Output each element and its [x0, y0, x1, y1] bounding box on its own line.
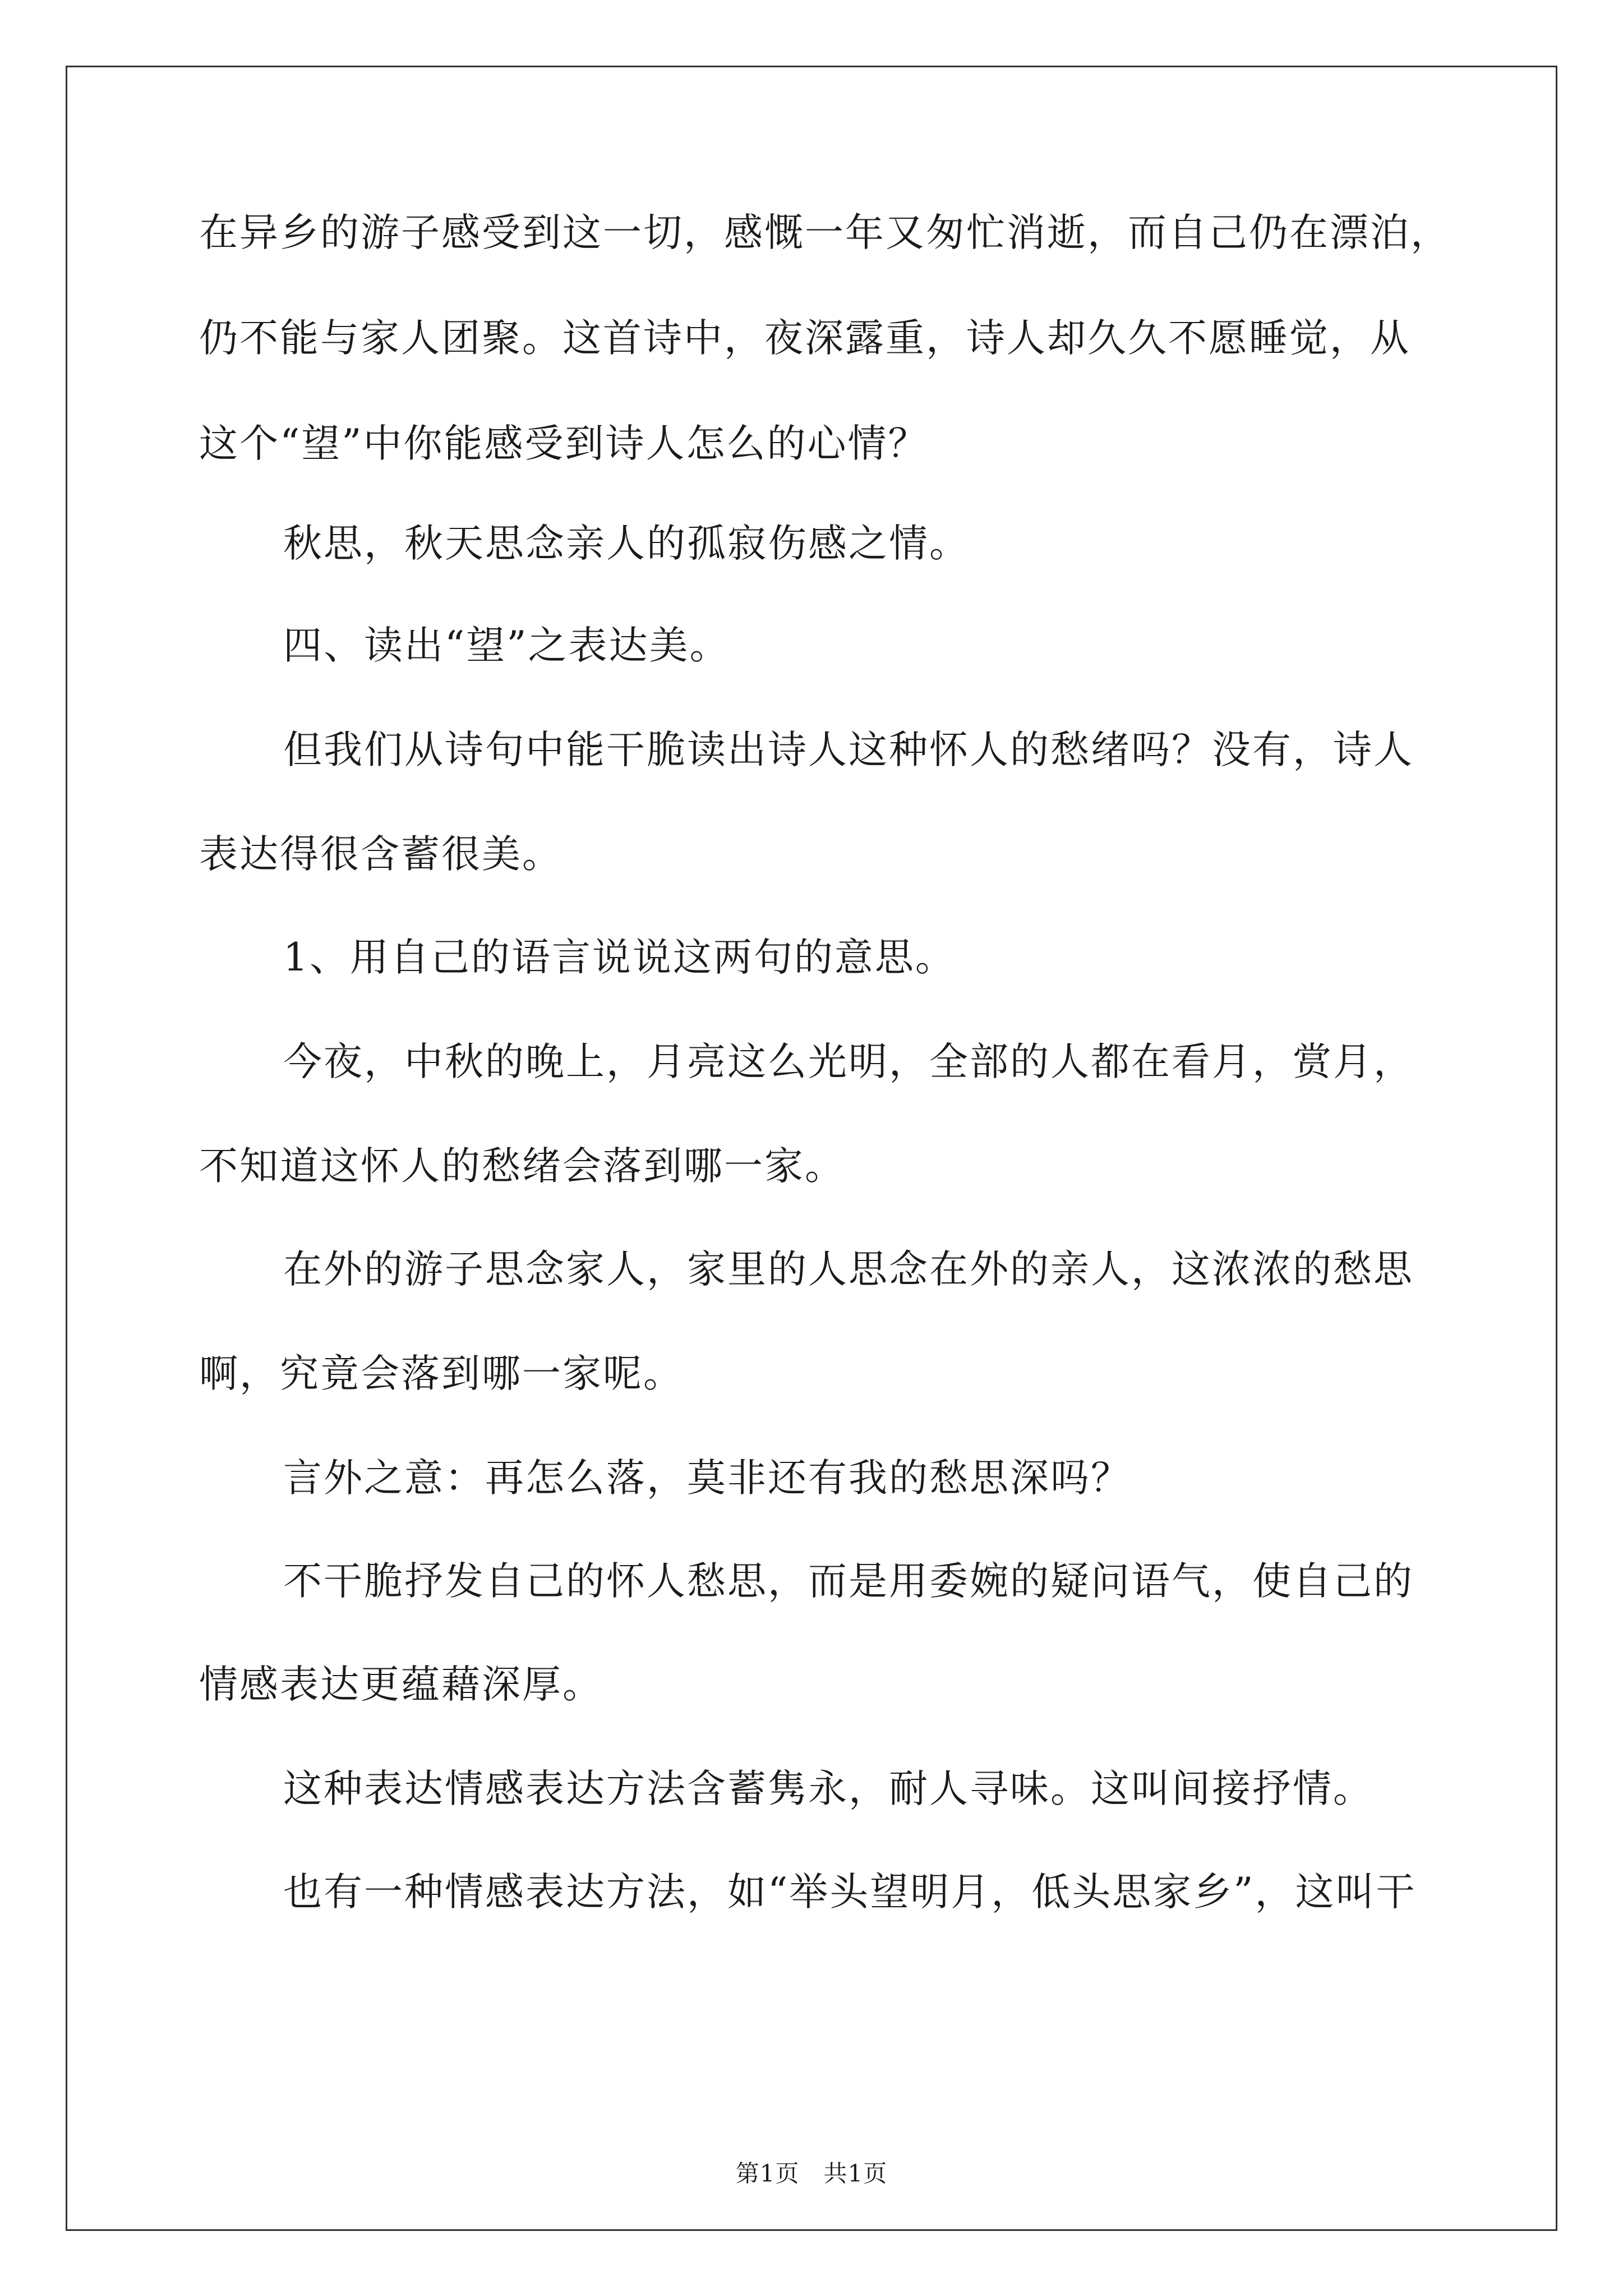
paragraph: 今夜，中秋的晚上，月亮这么光明，全部的人都在看月，赏月，	[283, 1039, 1414, 1084]
paragraph: 在外的游子思念家人，家里的人思念在外的亲人，这浓浓的愁思	[283, 1247, 1414, 1292]
text-line: 啊，究竟会落到哪一家呢。	[199, 1351, 684, 1396]
paragraph: 这种表达情感表达方法含蓄隽永，耐人寻味。这叫间接抒情。	[283, 1766, 1373, 1811]
text-line: 仍不能与家人团聚。这首诗中，夜深露重，诗人却久久不愿睡觉，从	[199, 316, 1410, 361]
paragraph: 言外之意：再怎么落，莫非还有我的愁思深吗？	[283, 1456, 1131, 1501]
text-line: 表达得很含蓄很美。	[199, 832, 562, 877]
paragraph: 秋思，秋天思念亲人的孤寂伤感之情。	[283, 521, 970, 566]
text-line: 情感表达更蕴藉深厚。	[199, 1662, 603, 1707]
text-line: 在异乡的游子感受到这一切，感慨一年又匆忙消逝，而自己仍在漂泊，	[199, 210, 1451, 255]
text-line: 这个“望”中你能感受到诗人怎么的心情？	[199, 421, 929, 466]
list-item: 1、用自己的语言说说这两句的意思。	[283, 935, 956, 980]
paragraph: 不干脆抒发自己的怀人愁思，而是用委婉的疑问语气，使自己的	[283, 1559, 1414, 1604]
paragraph: 也有一种情感表达方法，如“举头望明月，低头思家乡”，这叫干	[283, 1870, 1417, 1915]
page-footer: 第1页 共1页	[735, 2160, 888, 2187]
text-line: 不知道这怀人的愁绪会落到哪一家。	[199, 1144, 845, 1189]
paragraph: 但我们从诗句中能干脆读出诗人这种怀人的愁绪吗？没有，诗人	[283, 728, 1414, 772]
section-heading: 四、读出“望”之表达美。	[283, 623, 730, 668]
